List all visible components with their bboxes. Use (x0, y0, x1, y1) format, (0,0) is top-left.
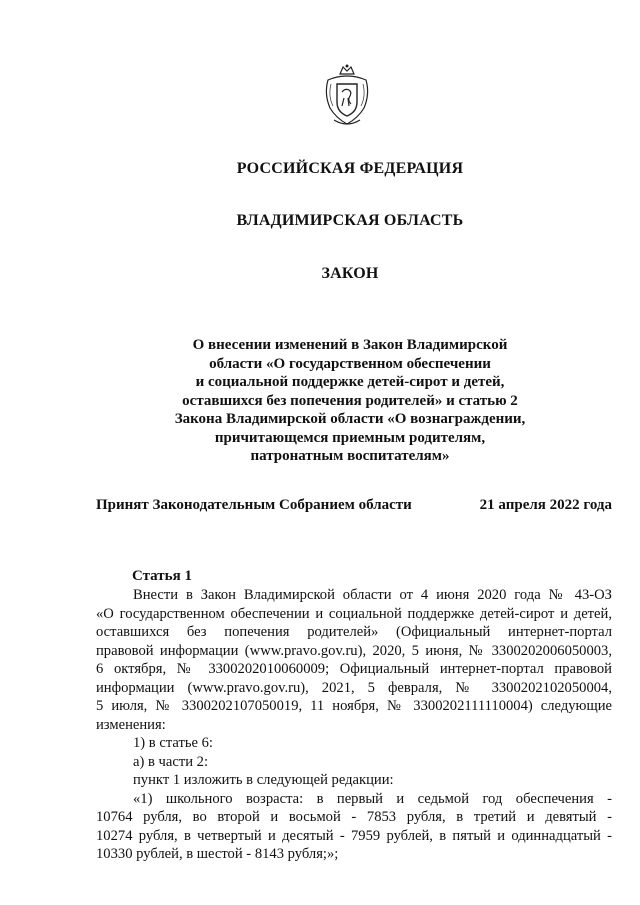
body-line: Внести в Закон Владимирской области от 4 июня 2020 года № 43-ОЗ (133, 587, 612, 603)
body-line: изменения: (96, 716, 166, 733)
region-heading: ВЛАДИМИРСКАЯ ОБЛАСТЬ (236, 212, 464, 229)
body-line: правовой информации (www.pravo.gov.ru), 2020, 5 июня, № 3300202006050003, (96, 642, 612, 659)
law-title-line: О внесении изменений в Закон Владимирской (192, 337, 508, 353)
law-title-line: Закона Владимирской области «О вознаграждении, (174, 411, 526, 427)
body-line: а) в части 2: (133, 753, 209, 770)
adopted-date: 21 апреля 2022 года (479, 497, 612, 513)
body-line: 10330 рублей, в шестой - 8143 рубля;»; (96, 846, 339, 862)
body-line: 5 июля, № 3300202107050019, 11 ноября, № 3300202111110004) следующие (96, 698, 612, 714)
coat-of-arms-icon (322, 64, 372, 130)
law-title (120, 336, 580, 466)
law-title-line: области «О государственном обеспечении (209, 355, 491, 372)
body-line: информации (www.pravo.gov.ru), 2021, 5 февраля, № 3300202102050004, (96, 679, 612, 696)
body-line: 10764 рубля, во второй и восьмой - 7853 рубля, в третий и девятый - (96, 809, 612, 825)
law-title-line: патронатным воспитателям» (250, 448, 450, 464)
body-line: 1) в статье 6: (133, 735, 213, 751)
body-line: пункт 1 изложить в следующей редакции: (133, 772, 394, 788)
body-line: «1) школьного возраста: в первый и седьмой год обеспечения - (133, 790, 612, 807)
adopted-by: Принят Законодательным Собранием области (96, 497, 412, 513)
article-body (96, 586, 612, 864)
body-line: «О государственном обеспечении и социальной поддержке детей-сирот и детей, (96, 605, 612, 622)
document-type-heading: ЗАКОН (321, 265, 379, 282)
country-heading: РОССИЙСКАЯ ФЕДЕРАЦИЯ (236, 160, 464, 177)
body-line: 10274 рубля, в четвертый и десятый - 7959 рублей, в пятый и одиннадцатый - (96, 827, 612, 844)
law-title-line: причитающемся приемным родителям, (214, 429, 486, 446)
law-title-line: оставшихся без попечения родителей» и статью 2 (182, 392, 518, 409)
body-line: оставшихся без попечения родителей» (Официальный интернет-портал (96, 624, 612, 640)
body-line: 6 октября, № 3300202010060009; Официальный интернет-портал правовой (96, 661, 612, 677)
article-title: Статья 1 (132, 568, 192, 584)
law-title-line: и социальной поддержке детей-сирот и детей, (195, 374, 505, 390)
